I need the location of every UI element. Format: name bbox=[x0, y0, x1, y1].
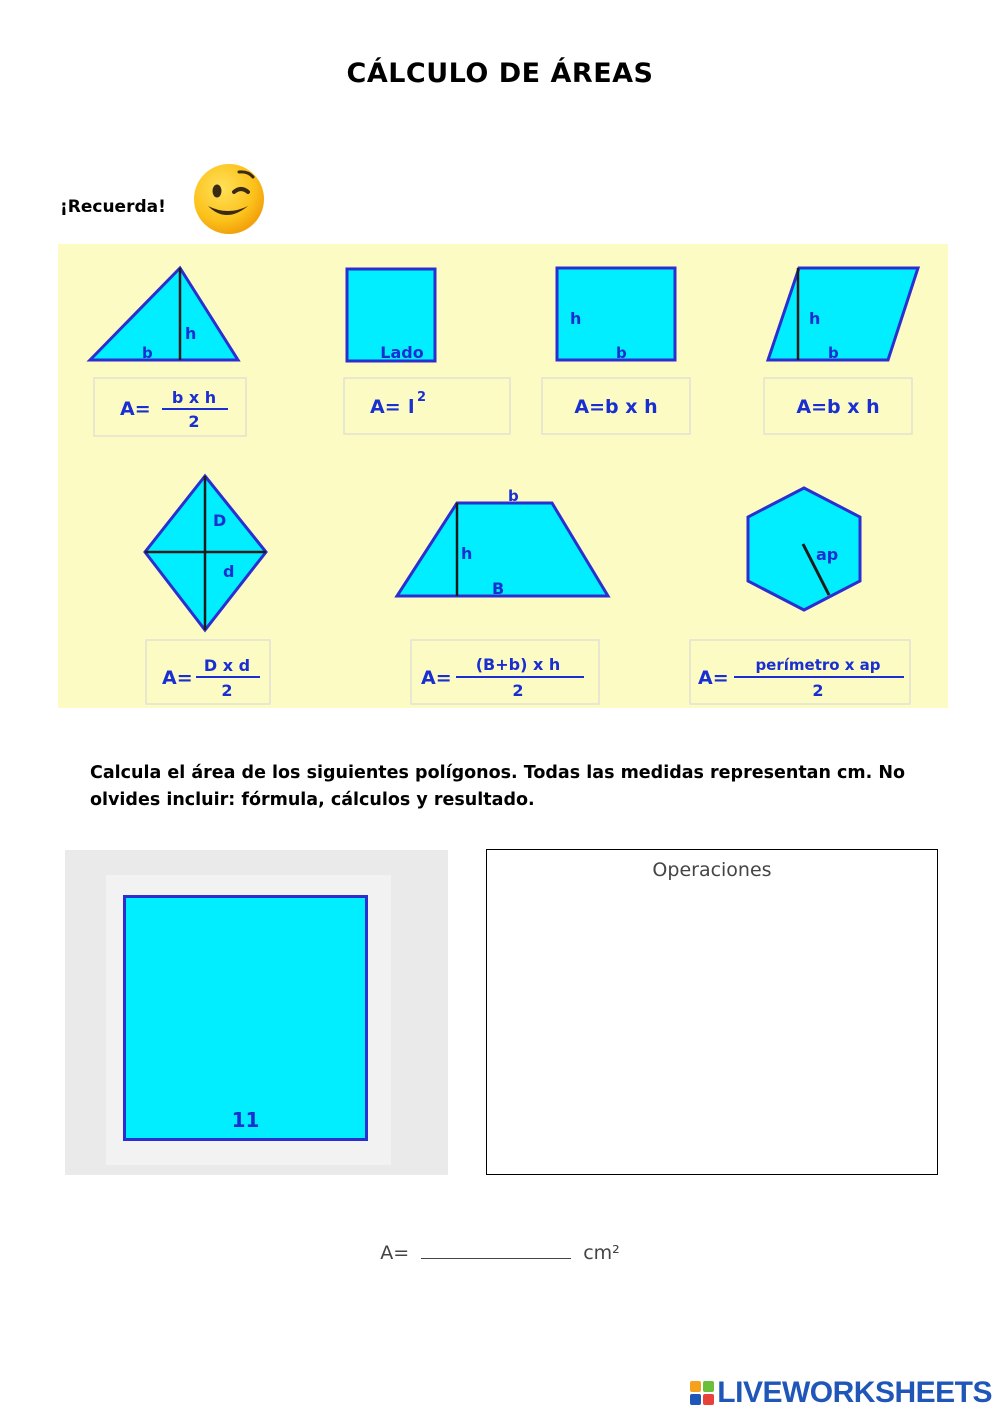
rhombus-formula bbox=[146, 640, 270, 704]
rhombus-formula-lhs: A= bbox=[162, 667, 193, 689]
rectangle-formula: A=b x h bbox=[574, 396, 658, 418]
parallelogram-formula bbox=[764, 378, 912, 434]
answer-prefix: A= bbox=[380, 1242, 410, 1264]
trapezoid-formula-numerator: (B+b) x h bbox=[475, 655, 561, 674]
rectangle-height-label: h bbox=[570, 309, 582, 328]
liveworksheets-brand bbox=[689, 1376, 992, 1410]
hexagon-formula-denominator: 2 bbox=[812, 681, 824, 700]
square-formula-base: l bbox=[408, 396, 415, 418]
parallelogram-formula: A=b x h bbox=[796, 396, 880, 418]
square-formula bbox=[344, 378, 510, 434]
parallelogram-height-label: h bbox=[809, 309, 821, 328]
winking-face-icon bbox=[190, 162, 268, 236]
rhombus-major-diagonal-label: D bbox=[213, 511, 227, 530]
formula-diagrams bbox=[58, 244, 948, 708]
trapezoid-figure bbox=[397, 487, 608, 598]
parallelogram-base-label: b bbox=[828, 344, 839, 362]
hexagon-formula-lhs: A= bbox=[698, 667, 729, 689]
exercise-figure-inner bbox=[106, 875, 391, 1165]
triangle-formula-numerator: b x h bbox=[171, 388, 217, 407]
operations-title: Operaciones bbox=[652, 859, 772, 881]
rhombus-figure bbox=[145, 476, 266, 630]
triangle-formula bbox=[94, 378, 246, 436]
hexagon-formula-numerator: perímetro x ap bbox=[755, 656, 881, 674]
trapezoid-formula-denominator: 2 bbox=[512, 681, 524, 700]
hexagon-formula bbox=[690, 640, 910, 704]
exercise-square-shape bbox=[123, 895, 368, 1141]
rectangle-figure bbox=[557, 268, 675, 362]
brand-text: LIVEWORKSHEETS bbox=[717, 1376, 992, 1409]
answer-input-blank[interactable] bbox=[421, 1240, 571, 1259]
trapezoid-formula-lhs: A= bbox=[421, 667, 452, 689]
triangle-formula-denominator: 2 bbox=[188, 412, 200, 431]
square-formula-exponent: 2 bbox=[417, 390, 427, 405]
page-title: CÁLCULO DE ÁREAS bbox=[346, 58, 654, 89]
instructions-text: Calcula el área de los siguientes polígonos. Todas las medidas representan cm. No olvides incluir: fórmula, cálculos y resultado. bbox=[90, 763, 906, 810]
rhombus-formula-numerator: D x d bbox=[203, 656, 251, 675]
formula-reference-panel bbox=[58, 244, 948, 708]
reminder-label: ¡Recuerda! bbox=[60, 197, 166, 217]
parallelogram-figure bbox=[768, 268, 918, 362]
liveworksheets-logo-icon bbox=[689, 1380, 715, 1406]
rhombus-formula-denominator: 2 bbox=[221, 681, 233, 700]
triangle-height-label: h bbox=[185, 324, 197, 343]
trapezoid-minor-base-label: b bbox=[508, 487, 519, 505]
operations-box[interactable] bbox=[486, 849, 938, 1175]
trapezoid-height-label: h bbox=[461, 544, 473, 563]
trapezoid-formula bbox=[411, 640, 599, 704]
square-figure bbox=[347, 269, 435, 362]
triangle-formula-lhs: A= bbox=[120, 398, 151, 420]
rhombus-minor-diagonal-label: d bbox=[223, 562, 235, 581]
hexagon-figure bbox=[748, 488, 860, 610]
exercise-figure bbox=[65, 850, 448, 1175]
triangle-figure bbox=[90, 268, 238, 362]
exercise-side-label: 11 bbox=[231, 1108, 260, 1132]
rectangle-base-label: b bbox=[616, 344, 627, 362]
trapezoid-major-base-label: B bbox=[492, 579, 505, 598]
hexagon-apothem-label: ap bbox=[816, 545, 839, 564]
square-side-label: Lado bbox=[380, 343, 424, 362]
rectangle-formula bbox=[542, 378, 690, 434]
answer-line bbox=[0, 1240, 1000, 1264]
answer-unit: cm² bbox=[583, 1242, 620, 1264]
triangle-base-label: b bbox=[142, 344, 153, 362]
square-formula-lhs: A= bbox=[370, 396, 401, 418]
